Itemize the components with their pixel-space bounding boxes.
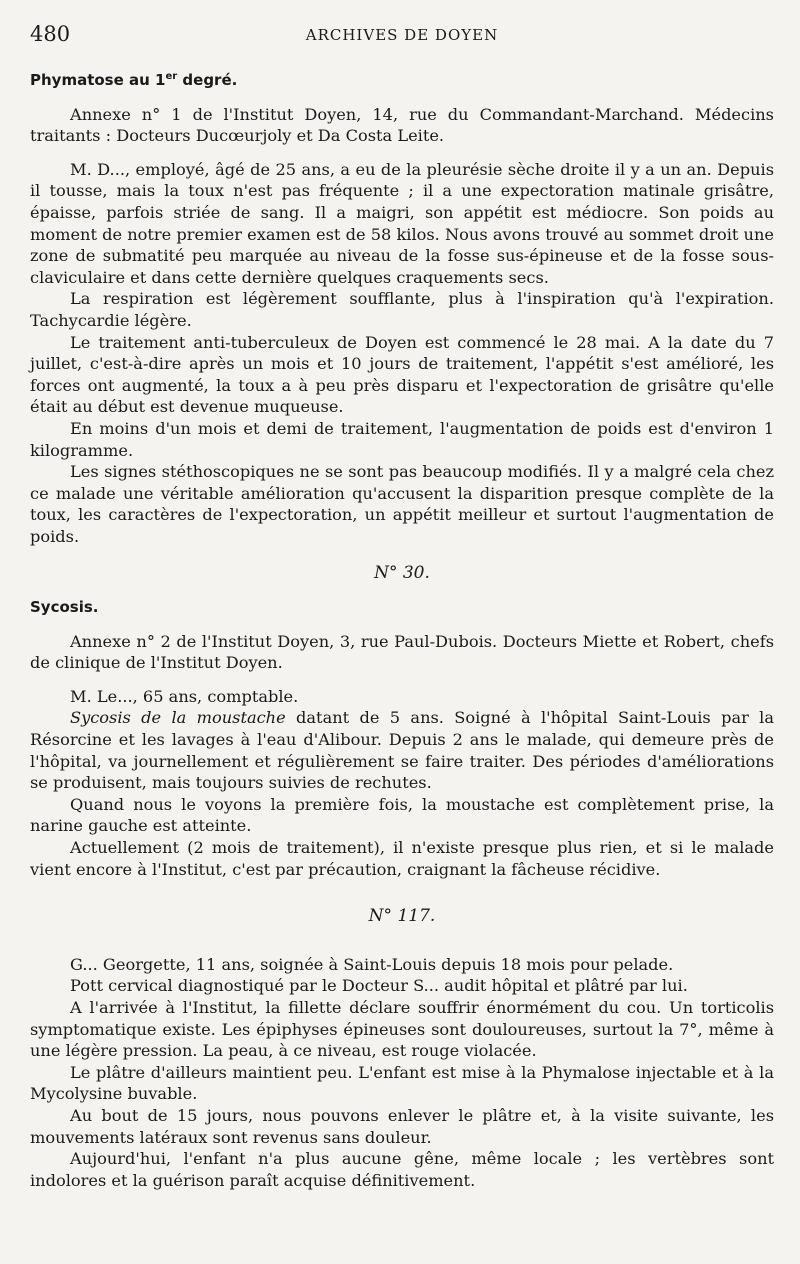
section-title-sycosis: Sycosis. — [30, 598, 99, 617]
case-paragraph: La respiration est légèrement soufflante, plus à l'inspiration qu'à l'expiration. Tachycardie légère. — [30, 289, 774, 330]
section-title-main: Phymatose au 1 — [30, 71, 166, 89]
case-paragraph: Pott cervical diagnostiqué par le Docteur S... audit hôpital et plâtré par lui. — [70, 976, 688, 996]
case-paragraph: Les signes stéthoscopiques ne se sont pas beaucoup modifiés. Il y a malgré cela chez ce malade une véritable amélioration qu'accusent la disparition presque complète de la toux, les caractères de l'expectoration, un appétit meilleur et surtout l'augmentation de poids. — [30, 462, 774, 546]
case-number-30: N° 30. — [374, 563, 430, 584]
page-content — [30, 66, 774, 1191]
case-paragraph-sycosis — [30, 707, 774, 793]
case-paragraph: En moins d'un mois et demi de traitement, l'augmentation de poids est d'environ 1 kilogramme. — [30, 418, 774, 460]
page-header — [30, 22, 774, 52]
case-paragraph: Le plâtre d'ailleurs maintient peu. L'enfant est mise à la Phymalose injectable et à la Mycolysine buvable. — [30, 1062, 774, 1104]
section-title-superscript: er — [165, 71, 178, 82]
case-paragraph: Au bout de 15 jours, nous pouvons enlever le plâtre et, à la visite suivante, les mouvements latéraux sont revenus sans douleur. — [30, 1105, 774, 1147]
section-title-end: degré. — [177, 71, 238, 89]
running-head: ARCHIVES DE DOYEN — [305, 26, 499, 44]
annex-paragraph-1: Annexe n° 1 de l'Institut Doyen, 14, rue du Commandant-Marchand. Médecins traitants : Docteurs Ducœurjoly et Da Costa Leite. — [30, 104, 774, 146]
case-paragraph: M. Le..., 65 ans, comptable. — [70, 686, 299, 706]
annex-paragraph-2: Annexe n° 2 de l'Institut Doyen, 3, rue Paul-Dubois. Docteurs Miette et Robert, chefs de clinique de l'Institut Doyen. — [30, 631, 774, 673]
case-paragraph: A l'arrivée à l'Institut, la fillette déclare souffrir énormément du cou. Un torticolis symptomatique existe. Les épiphyses épineuses sont douloureuses, surtout la 7°, même à une légère pression. La peau, à ce niveau, est rouge violacée. — [30, 997, 774, 1061]
case-paragraph: Le traitement anti-tuberculeux de Doyen est commencé le 28 mai. A la date du 7 juillet, c'est-à-dire après un mois et 10 jours de traitement, l'appétit s'est amélioré, les forces ont augmenté, la toux a à peu près disparu et l'expectoration de grisâtre qu'elle était au début est devenue muqueuse. — [30, 332, 774, 417]
case-paragraph: Aujourd'hui, l'enfant n'a plus aucune gêne, même locale ; les vertèbres sont indolores et la guérison paraît acquise définitivement. — [30, 1149, 774, 1190]
page-number: 480 — [30, 22, 71, 46]
sycosis-italic-term: Sycosis de la moustache — [70, 708, 286, 728]
case-paragraph: Quand nous le voyons la première fois, la moustache est complètement prise, la narine gauche est atteinte. — [30, 794, 774, 836]
case-paragraph: Actuellement (2 mois de traitement), il n'existe presque plus rien, et si le malade vient encore à l'Institut, c'est par précaution, craignant la fâcheuse récidive. — [30, 838, 774, 879]
section-title-phymatose — [30, 66, 774, 92]
case-number-117: N° 117. — [368, 906, 436, 927]
sycosis-text: datant de 5 ans. Soigné à l'hôpital Saint-Louis par la Résorcine et les lavages à l'eau d'Alibour. Depuis 2 ans le malade, qui demeure près de l'hôpital, va journellement et régulièrement se faire traiter. Des périodes d'améliorations se produisent, mais toujours suivies de rechutes. — [30, 708, 775, 793]
case-paragraph: M. D..., employé, âgé de 25 ans, a eu de la pleurésie sèche droite il y a un an. Depuis il tousse, mais la toux n'est pas fréquente ; il a une expectoration matinale grisâtre, épaisse, parfois striée de sang. Il a maigri, son appétit est médiocre. Son poids au moment de notre premier examen est de 58 kilos. Nous avons trouvé au sommet droit une zone de submatité peu marquée au niveau de la fosse sus-épineuse et de la fosse sous-claviculaire et dans cette dernière quelques craquements secs. — [30, 159, 774, 287]
case-paragraph: G... Georgette, 11 ans, soignée à Saint-Louis depuis 18 mois pour pelade. — [70, 954, 674, 974]
